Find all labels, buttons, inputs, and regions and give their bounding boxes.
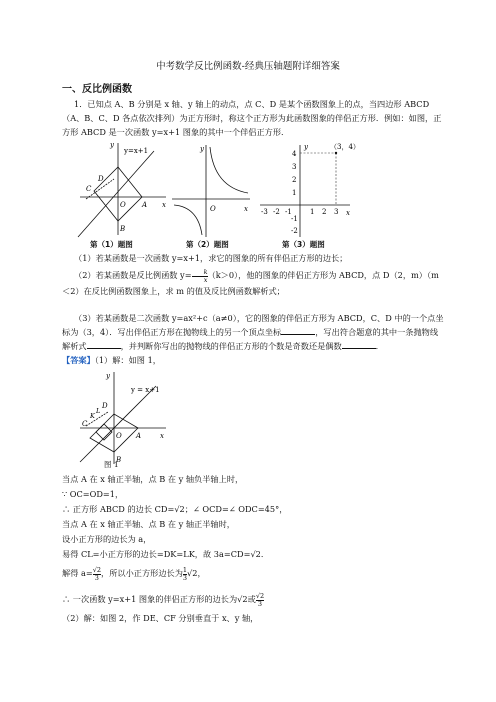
svg-text:-1: -1 bbox=[285, 208, 292, 216]
fig1-caption: 第（1）题图 bbox=[90, 240, 133, 249]
fig4-caption: 图 1 bbox=[104, 460, 119, 469]
answer-tag: 【答案】 bbox=[62, 355, 95, 365]
fig1-line-label: y=x+1 bbox=[124, 147, 149, 155]
svg-text:-1: -1 bbox=[291, 215, 298, 223]
svg-text:1: 1 bbox=[292, 189, 297, 197]
svg-text:B: B bbox=[116, 456, 122, 464]
answer-blank-2 bbox=[87, 339, 121, 349]
svg-text:B: B bbox=[120, 225, 126, 233]
figure-1 bbox=[74, 139, 172, 239]
fig2-hyperbola-q1 bbox=[210, 147, 248, 193]
svg-text:O: O bbox=[116, 432, 122, 440]
fig1-line bbox=[78, 151, 154, 237]
sub-question-1: （1）若某函数是一次函数 y=x+1，求它的图象的所有伴侣正方形的边长； bbox=[74, 253, 348, 263]
svg-text:y: y bbox=[304, 143, 308, 151]
svg-text:A: A bbox=[142, 201, 148, 209]
question-1-text bbox=[62, 97, 444, 139]
page-title: 中考数学反比例函数-经典压轴题附详细答案 bbox=[156, 61, 340, 72]
figure-3 bbox=[258, 141, 360, 241]
svg-text:C: C bbox=[82, 420, 88, 428]
svg-text:y: y bbox=[110, 141, 114, 149]
figure-4 bbox=[76, 368, 172, 468]
solution-line-6: 易得 CL=小正方形的边长=DK=LK，故 3a=CD=√2． bbox=[62, 549, 270, 559]
solution-line-9: （2）解：如图 2，作 DE、CF 分别垂直于 x、y 轴， bbox=[62, 613, 259, 623]
solution-line-1: 当点 A 在 x 轴正半轴，点 B 在 y 轴负半轴上时， bbox=[62, 474, 244, 484]
fig3-caption: 第（3）题图 bbox=[282, 240, 325, 249]
svg-text:-2: -2 bbox=[291, 227, 298, 235]
svg-text:O: O bbox=[210, 205, 216, 213]
svg-text:y: y bbox=[106, 372, 110, 380]
solution-line-4: 当点 A 在 x 轴正半轴、点 B 在 y 轴正半轴时， bbox=[62, 519, 235, 529]
svg-text:A: A bbox=[136, 432, 142, 440]
svg-text:-2: -2 bbox=[273, 208, 280, 216]
fig4-line-label: y = x+1 bbox=[131, 386, 160, 394]
svg-text:1: 1 bbox=[310, 208, 315, 216]
svg-text:O: O bbox=[120, 201, 126, 209]
svg-text:3: 3 bbox=[334, 208, 339, 216]
svg-text:2: 2 bbox=[322, 208, 327, 216]
svg-text:D: D bbox=[98, 175, 104, 183]
svg-text:y: y bbox=[200, 145, 204, 153]
svg-text:-3: -3 bbox=[261, 208, 268, 216]
svg-text:K: K bbox=[90, 412, 95, 420]
question-1-stem: 1．已知点 A、B 分别是 x 轴、y 轴上的动点，点 C、D 是某个函数图象上的点，当四边形 ABCD（A、B、C、D 各点依次排列）为正方形时，称这个正方形为此函数图象的伴侣正方形．例如：如图，正方形 ABCD 是一次函数 y=x+1 图象的其中一个伴侣正方形． bbox=[62, 99, 442, 137]
svg-text:x: x bbox=[346, 209, 350, 217]
svg-text:4: 4 bbox=[292, 150, 297, 158]
svg-text:D: D bbox=[102, 402, 108, 410]
svg-text:x: x bbox=[162, 201, 166, 209]
svg-text:x: x bbox=[244, 205, 248, 213]
figure-2 bbox=[170, 141, 254, 239]
solution-line-3: ∴ 正方形 ABCD 的边长 CD=√2；∠ OCD=∠ ODC=45°， bbox=[62, 504, 288, 514]
fig3-point-label: （3，4） bbox=[330, 143, 360, 151]
svg-text:x: x bbox=[160, 432, 164, 440]
solution-line-8: ∴ 一次函数 y=x+1 图象的伴侣正方形的边长为√2或 $\frac{√2}{3}$ bbox=[62, 591, 265, 608]
svg-text:3: 3 bbox=[292, 163, 297, 171]
sub-question-3: （3）若某函数是二次函数 y=ax²+c（a≠0），它的图象的伴侣正方形为 ABCD，C、D 中的一个点坐标为（3，4）．写出伴侣正方形在抛物线上的另一个顶点坐标 ，写出符合题意的其中一条抛物线解析式 ，并判断你写出的抛物线的伴侣正方形的个数是奇数还是偶数 ． bbox=[62, 313, 444, 351]
fig2-caption: 第（2）题图 bbox=[186, 240, 229, 249]
solution-line-5: 设小正方形的边长为 a， bbox=[62, 534, 152, 544]
svg-text:C: C bbox=[86, 185, 92, 193]
svg-text:L: L bbox=[96, 407, 101, 415]
answer-header: 【答案】（1）解：如图 1， bbox=[62, 355, 161, 365]
solution-line-7: 解得 a= $\frac{√2}{3}$ ，所以小正方形边长为 $\frac{1}{3}$ √2， bbox=[62, 565, 206, 582]
sub-question-2: （2）若某函数是反比例函数 y= $\frac{k}{x}$ （k＞0），他的图象的伴侣正方形为 ABCD，点 D（2，m）（m＜2）在反比例函数图象上，求 m 的值及反比例函数解析式； bbox=[62, 267, 439, 296]
section-heading: 一、反比例函数 bbox=[62, 84, 132, 95]
svg-text:2: 2 bbox=[292, 176, 297, 184]
fig2-hyperbola-q3 bbox=[174, 205, 202, 235]
answer-blank-3 bbox=[342, 339, 376, 349]
answer-blank-1 bbox=[281, 325, 315, 335]
solution-line-2: ∵ OC=OD=1， bbox=[62, 489, 124, 499]
